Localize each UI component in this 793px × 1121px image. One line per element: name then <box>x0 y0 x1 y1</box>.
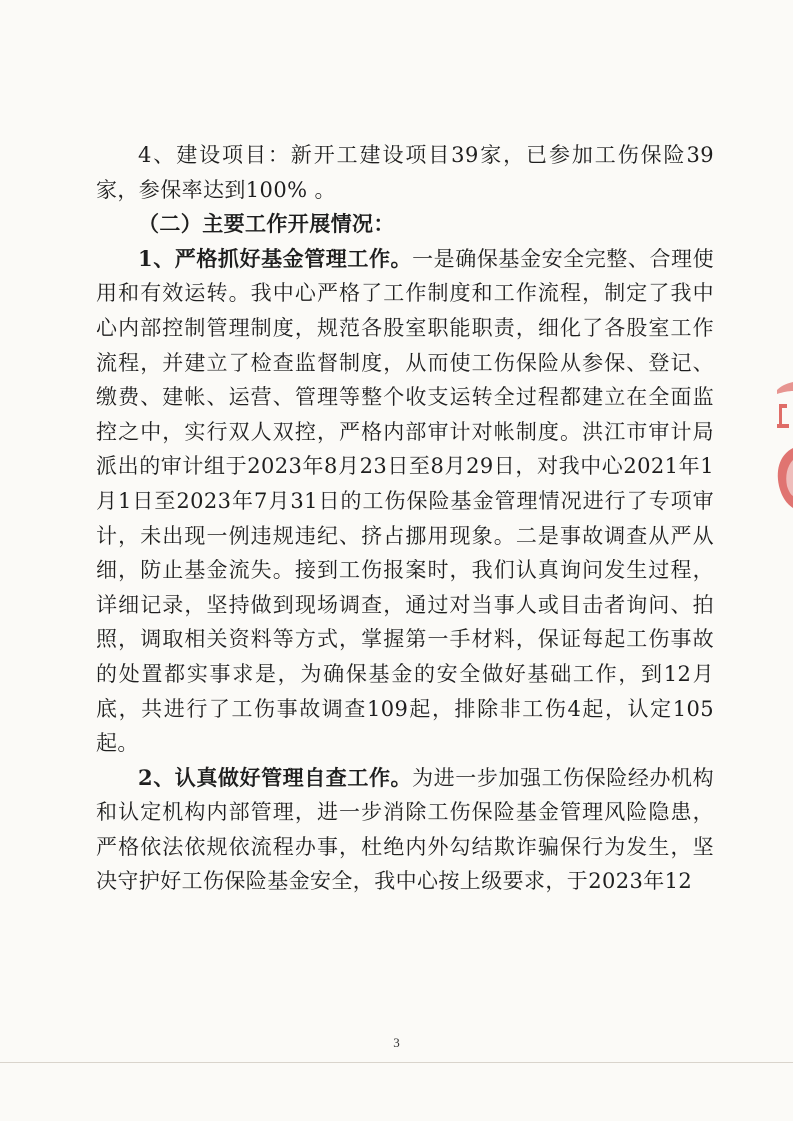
footer-rule <box>0 1062 793 1063</box>
paragraph-work2-body: 为进一步加强工伤保险经办机构和认定机构内部管理，进一步消除工伤保险基金管理风险隐患，严格依法依规依流程办事，杜绝内外勾结欺诈骗保行为发生，坚决守护好工伤保险基金安全，我中心按上级要求，于2023年12 <box>96 765 714 894</box>
paragraph-work1-body: 一是确保基金安全完整、合理使用和有效运转。我中心严格了工作制度和工作流程，制定了我中心内部控制管理制度，规范各股室职能职责，细化了各股室工作流程，并建立了检查监督制度，从而使工伤保险从参保、登记、缴费、建帐、运营、管理等整个收支运转全过程都建立在全面监控之中，实行双人双控，严格内部审计对帐制度。洪江市审计局派出的审计组于2023年8月23日至8月29日，对我中心2021年1月1日至2023年7月31日的工伤保险基金管理情况进行了专项审计，未出现一例违规违纪、挤占挪用现象。二是事故调查从严从细，防止基金流失。接到工伤报案时，我们认真询问发生过程，详细记录，坚持做到现场调查，通过对当事人或目击者询问、拍照，调取相关资料等方式，掌握第一手材料，保证每起工伤事故的处置都实事求是，为确保基金的安全做好基础工作，到12月底，共进行了工伤事故调查109起，排除非工伤4起，认定105起。 <box>96 246 714 756</box>
page-number: 3 <box>393 1035 400 1050</box>
paragraph-work2 <box>96 761 714 899</box>
paragraph-work1 <box>96 242 714 761</box>
seal-stamp-edge <box>767 376 793 526</box>
document-body <box>96 138 714 899</box>
paragraph-work1-title: 1、严格抓好基金管理工作。 <box>138 245 413 271</box>
paragraph-item4: 4、建设项目：新开工建设项目39家，已参加工伤保险39家，参保率达到100% 。 <box>96 143 714 202</box>
paragraph-work2-title: 2、认真做好管理自查工作。 <box>138 764 413 790</box>
section-heading: （二）主要工作开展情况： <box>138 211 395 237</box>
